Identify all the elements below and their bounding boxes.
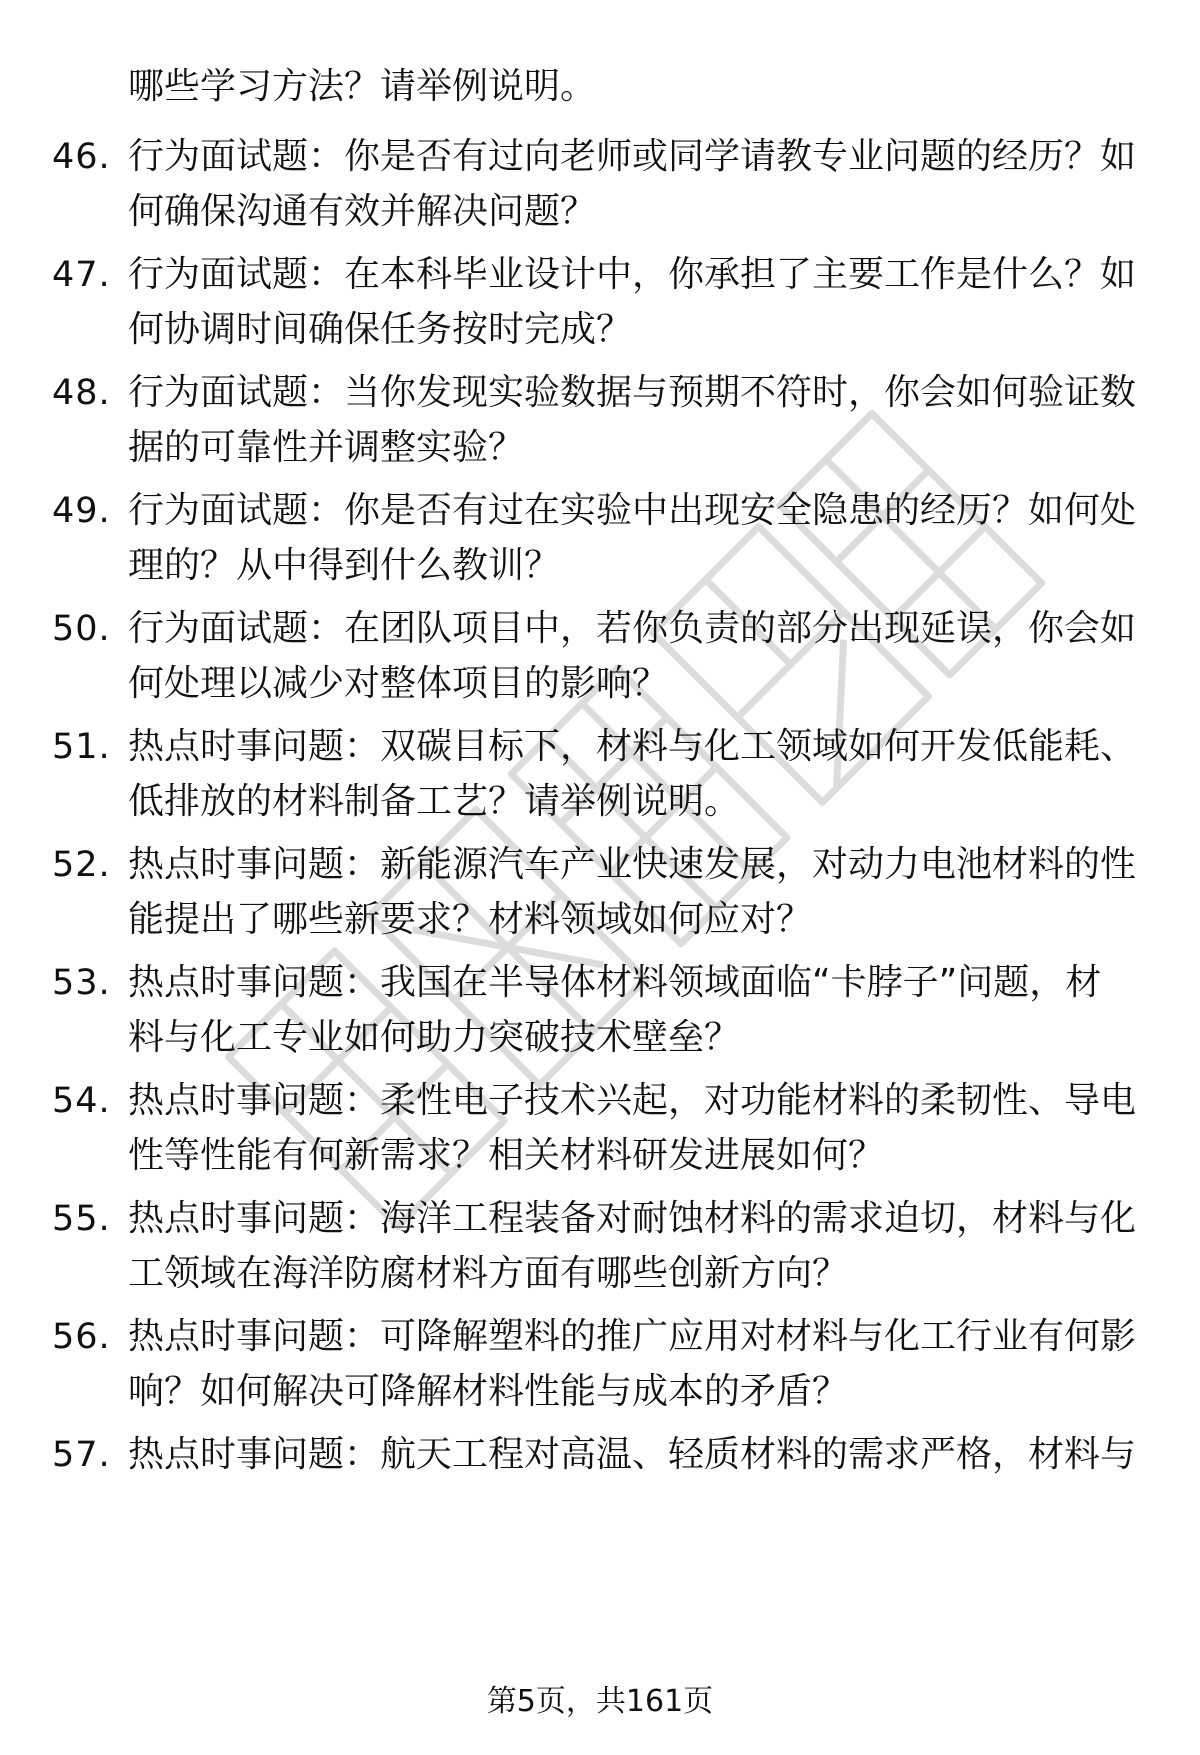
- list-item: [52, 602, 1152, 712]
- item-text-line: 热点时事问题：航天工程对高温、轻质材料的需求严格，材料与: [128, 1434, 1137, 1475]
- item-number: 51.: [52, 727, 111, 767]
- item-number: 47.: [52, 255, 111, 295]
- item-text-line: 理的？从中得到什么教训？: [128, 545, 561, 586]
- list-item: [52, 956, 1152, 1066]
- item-text-line: 料与化工专业如何助力突破技术壁垒？: [128, 1017, 741, 1058]
- item-text-line: 热点时事问题：海洋工程装备对耐蚀材料的需求迫切，材料与化: [128, 1198, 1137, 1239]
- item-text-line: 热点时事问题：柔性电子技术兴起，对功能材料的柔韧性、导电: [128, 1080, 1137, 1121]
- list-item: [52, 1192, 1152, 1302]
- item-number: 54.: [52, 1081, 111, 1121]
- item-text-line: 据的可靠性并调整实验？: [128, 427, 525, 468]
- item-text-line: 行为面试题：在团队项目中，若你负责的部分出现延误，你会如: [128, 608, 1137, 649]
- list-item: [52, 1310, 1152, 1420]
- item-text-line: 低排放的材料制备工艺？请举例说明。: [128, 781, 741, 822]
- list-item: [52, 838, 1152, 948]
- item-number: 46.: [52, 137, 111, 177]
- item-text-line: 热点时事问题：新能源汽车产业快速发展，对动力电池材料的性: [128, 844, 1137, 885]
- item-text-line: 行为面试题：在本科毕业设计中，你承担了主要工作是什么？如: [128, 254, 1137, 295]
- item-number: 48.: [52, 373, 111, 413]
- list-item: [52, 366, 1152, 476]
- item-text-line: 响？如何解决可降解材料性能与成本的矛盾？: [128, 1371, 849, 1412]
- continuation-text: 哪些学习方法？请举例说明。: [128, 66, 597, 107]
- item-number: 50.: [52, 609, 111, 649]
- item-text-line: 热点时事问题：双碳目标下，材料与化工领域如何开发低能耗、: [128, 726, 1137, 767]
- item-text-line: 何处理以减少对整体项目的影响？: [128, 663, 669, 704]
- list-item: [52, 720, 1152, 830]
- item-number: 53.: [52, 963, 111, 1003]
- item-number: 57.: [52, 1435, 111, 1475]
- item-text-line: 行为面试题：你是否有过向老师或同学请教专业问题的经历？如: [128, 136, 1137, 177]
- item-text-line: 性等性能有何新需求？相关材料研发进展如何？: [128, 1135, 885, 1176]
- list-item: [52, 484, 1152, 594]
- item-number: 55.: [52, 1199, 111, 1239]
- item-number: 52.: [52, 845, 111, 885]
- item-number: 56.: [52, 1317, 111, 1357]
- list-item: [52, 248, 1152, 358]
- item-text-line: 何确保沟通有效并解决问题？: [128, 191, 597, 232]
- item-text-line: 热点时事问题：我国在半导体材料领域面临“卡脖子”问题，材: [128, 962, 1102, 1003]
- list-item: [52, 130, 1152, 240]
- item-text-line: 行为面试题：你是否有过在实验中出现安全隐患的经历？如何处: [128, 490, 1137, 531]
- list-item: [52, 1074, 1152, 1184]
- item-text-line: 工领域在海洋防腐材料方面有哪些创新方向？: [128, 1253, 849, 1294]
- item-number: 49.: [52, 491, 111, 531]
- item-text-line: 热点时事问题：可降解塑料的推广应用对材料与化工行业有何影: [128, 1316, 1137, 1357]
- page-footer: 第5页，共161页: [486, 1684, 714, 1719]
- item-text-line: 能提出了哪些新要求？材料领域如何应对？: [128, 899, 813, 940]
- item-text-line: 行为面试题：当你发现实验数据与预期不符时，你会如何验证数: [128, 372, 1137, 413]
- item-text-line: 何协调时间确保任务按时完成？: [128, 309, 633, 350]
- list-item: [52, 1428, 1152, 1538]
